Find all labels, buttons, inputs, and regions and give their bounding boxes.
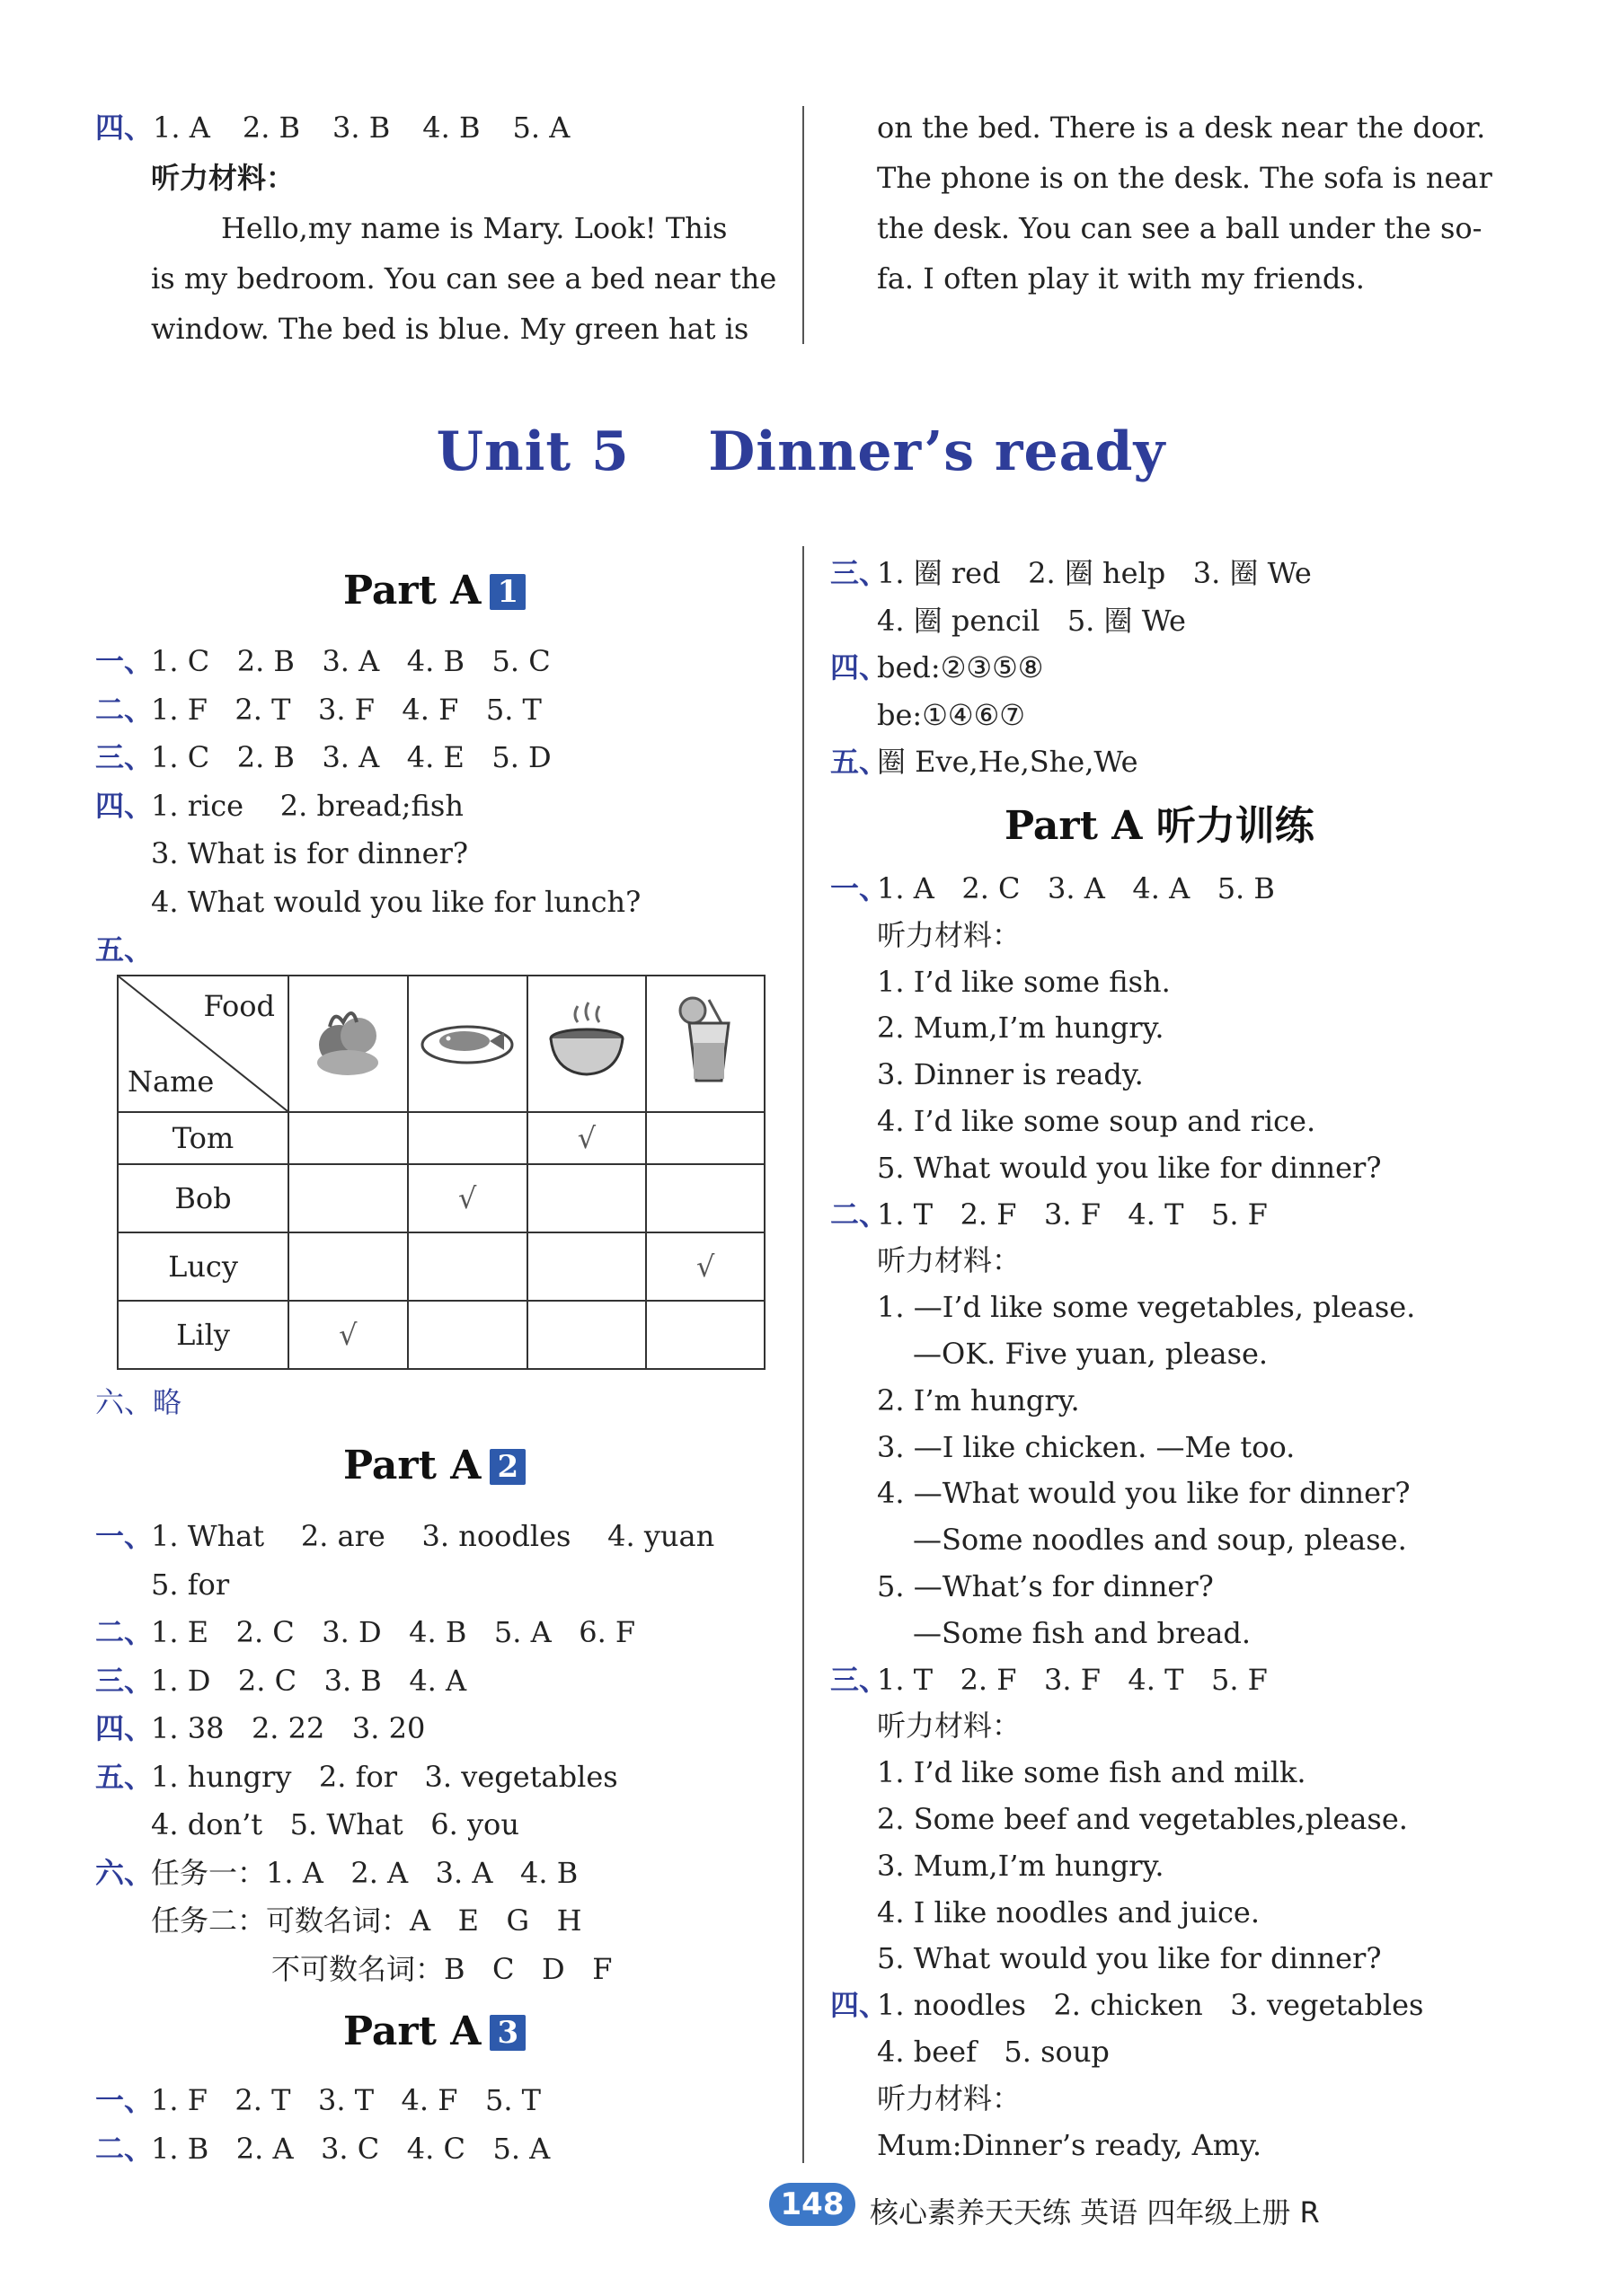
answer-line: 3. —I like chicken. —Me too. [877,1429,1296,1464]
answer-line: 1. 38 2. 22 3. 20 [151,1711,426,1745]
answer-line: Mum:Dinner’s ready, Amy. [877,2127,1262,2162]
check-cell: √ [527,1112,647,1164]
row-name: Bob [118,1164,288,1232]
check-cell [527,1232,647,1301]
header-name: Name [128,1064,215,1099]
answer-line: 任务二：可数名词：A E G H [151,1903,582,1938]
check-cell: √ [408,1164,527,1232]
top-q4-a2: 2. B [242,110,301,145]
top-q4-a3: 3. B [332,110,391,145]
question-label: 一、 [95,1519,154,1553]
answer-line: 1. C 2. B 3. A 4. B 5. C [151,644,551,678]
check-cell [527,1164,647,1232]
answer-line: 4. What would you like for lunch? [151,884,642,919]
food-table-header-row [118,976,765,1112]
top-para-right-1: on the bed. There is a desk near the door. [877,110,1486,145]
question-label: 一、 [95,644,154,678]
check-cell [646,1112,765,1164]
question-label: 三、 [95,1663,154,1698]
food-table-corner [118,976,288,1112]
answer-line: 1. I’d like some fish and milk. [877,1755,1306,1790]
question-label: 一、 [830,871,889,905]
question-label: 二、 [95,692,154,727]
question-label: 四、 [95,788,154,823]
answer-line: 1. F 2. T 3. F 4. F 5. T [151,692,542,727]
header-food: Food [203,989,275,1023]
top-para-right-2: The phone is on the desk. The sofa is near [877,161,1492,195]
question-label: 三、 [95,740,154,774]
check-cell [646,1164,765,1232]
answer-line: 1. T 2. F 3. F 4. T 5. F [877,1662,1268,1697]
main-column-divider [802,546,804,2163]
question-label: 五、 [95,1759,154,1794]
answer-line: 5. What would you like for dinner? [877,1150,1382,1185]
answer-line: 3. Dinner is ready. [877,1057,1144,1092]
answer-line: 2. Some beef and vegetables,please. [877,1802,1408,1836]
answer-line: 1. T 2. F 3. F 4. T 5. F [877,1197,1268,1232]
fish-icon [418,1009,517,1072]
answer-line: 不可数名词：B C D F [271,1951,613,1986]
answer-line: —Some fish and bread. [913,1615,1251,1650]
answer-line: 1. C 2. B 3. A 4. E 5. D [151,740,552,774]
check-cell [288,1232,408,1301]
part-a1-title [343,568,526,614]
footer-book-title: 核心素养天天练 英语 四年级上册 R [870,2195,1320,2230]
question-label: 五、 [95,932,154,967]
answer-line: 1. 圈 red 2. 圈 help 3. 圈 We [877,556,1312,590]
answer-line: 任务一：1. A 2. A 3. A 4. B [151,1855,579,1890]
answer-line: 圈 Eve,He,She,We [877,745,1138,779]
answer-line: 2. I’m hungry. [877,1382,1080,1417]
top-para-right-3: the desk. You can see a ball under the so- [877,211,1483,245]
part-a2-title [343,1443,526,1488]
part-a1-num: 1 [490,574,526,610]
part-a3-num: 3 [490,2015,526,2051]
answer-line: 5. for [151,1567,230,1602]
answer-line: 1. What 2. are 3. noodles 4. yuan [151,1519,715,1553]
question-label: 一、 [95,2083,154,2117]
table-row [118,1164,765,1232]
top-listening-label: 听力材料： [151,161,296,195]
answer-line: be:①④⑥⑦ [877,697,1025,732]
page-number: 148 [769,2183,855,2226]
answer-line: 1. D 2. C 3. B 4. A [151,1663,467,1698]
table-row [118,1232,765,1301]
top-q4-a1: 1. A [153,110,210,145]
answer-line: 1. A 2. C 3. A 4. A 5. B [877,871,1275,905]
answer-line: 5. —What’s for dinner? [877,1569,1214,1603]
question-label: 四、 [95,1711,154,1745]
question-label: 三、 [830,556,889,590]
question-label: 五、 [830,745,889,779]
check-cell: √ [288,1301,408,1369]
answer-line: bed:②③⑤⑧ [877,650,1044,684]
top-q4-a5: 5. A [512,110,571,145]
food-col-vegetables [288,976,408,1112]
part-a1-title-text: Part A [343,568,482,614]
top-q4-a4: 4. B [422,110,481,145]
juice-icon [669,991,741,1090]
check-cell [288,1164,408,1232]
answer-line: 听力材料： [877,917,1022,952]
answer-line: 3. Mum,I’m hungry. [877,1848,1164,1883]
answer-line: —OK. Five yuan, please. [913,1337,1269,1371]
question-label: 二、 [95,2131,154,2166]
part-listen-title: Part A 听力训练 [1005,803,1314,849]
answer-line: 1. rice 2. bread;fish [151,788,464,823]
question-label: 二、 [95,1615,154,1649]
top-column-divider [802,106,804,344]
question-label: 二、 [830,1197,889,1232]
check-cell: √ [646,1232,765,1301]
answer-line: 4. 圈 pencil 5. 圈 We [877,603,1186,638]
food-col-soup [527,976,647,1112]
question-label: 六、 [95,1855,154,1890]
answer-line: 1. E 2. C 3. D 4. B 5. A 6. F [151,1615,636,1649]
row-name: Lucy [118,1232,288,1301]
check-cell [408,1232,527,1301]
part-a2-num: 2 [490,1449,526,1485]
unit-title: Unit 5 Dinner’s ready [436,420,1166,483]
part-a3-title [343,2009,526,2054]
question-label: 四、 [830,650,889,684]
check-cell [408,1112,527,1164]
answer-line: 听力材料： [877,1243,1022,1278]
food-col-juice [646,976,765,1112]
check-cell [646,1301,765,1369]
top-para-right-4: fa. I often play it with my friends. [877,261,1365,296]
answer-line: 1. B 2. A 3. C 4. C 5. A [151,2131,551,2166]
q6-omitted: 六、略 [95,1385,182,1419]
question-label: 三、 [830,1662,889,1697]
top-q4 [95,110,571,145]
answer-line: 1. F 2. T 3. T 4. F 5. T [151,2083,542,2117]
answer-line: 1. —I’d like some vegetables, please. [877,1290,1416,1325]
top-para-left-1: Hello,my name is Mary. Look! This [221,211,728,245]
check-cell [408,1301,527,1369]
row-name: Tom [118,1112,288,1164]
top-q4-label: 四、 [95,110,154,145]
answer-line: 1. noodles 2. chicken 3. vegetables [877,1988,1424,2023]
answer-line: 5. What would you like for dinner? [877,1941,1382,1976]
answer-line: 听力材料： [877,1709,1022,1744]
answer-line: 1. hungry 2. for 3. vegetables [151,1759,618,1794]
answer-line: 4. —What would you like for dinner? [877,1476,1411,1511]
check-cell [288,1112,408,1164]
answer-line: 听力材料： [877,2080,1022,2115]
answer-line: 4. don’t 5. What 6. you [151,1807,519,1841]
answer-line: 1. I’d like some fish. [877,964,1171,999]
food-table [117,975,766,1370]
answer-line: 4. I’d like some soup and rice. [877,1104,1316,1138]
answer-line: —Some noodles and soup, please. [913,1523,1407,1558]
answer-line: 4. beef 5. soup [877,2035,1110,2069]
table-row [118,1112,765,1164]
vegetables-icon [303,995,393,1085]
answer-line: 4. I like noodles and juice. [877,1894,1261,1930]
answer-line: 3. What is for dinner? [151,836,469,870]
top-para-left-3: window. The bed is blue. My green hat is [151,312,749,346]
answer-line: 2. Mum,I’m hungry. [877,1011,1164,1046]
question-label: 四、 [830,1988,889,2023]
row-name: Lily [118,1301,288,1369]
check-cell [527,1301,647,1369]
soup-icon [542,995,632,1085]
food-col-fish [408,976,527,1112]
table-row [118,1301,765,1369]
part-a2-title-text: Part A [343,1443,482,1488]
part-a3-title-text: Part A [343,2009,482,2054]
top-para-left-2: is my bedroom. You can see a bed near the [151,261,777,296]
